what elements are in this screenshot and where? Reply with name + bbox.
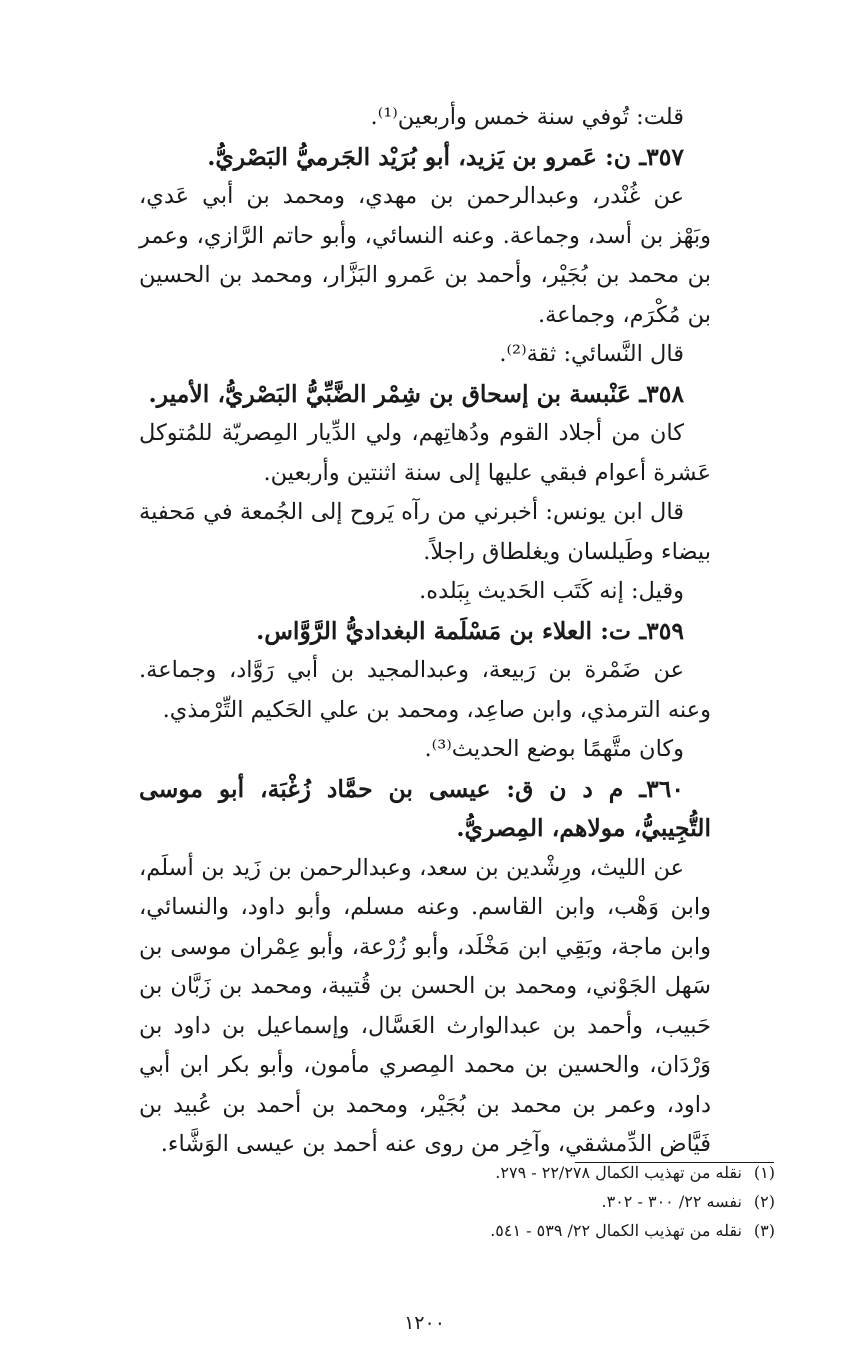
footnote-number: (٣) — [753, 1221, 775, 1240]
paragraph-358-bio: كان من أجلاد القوم ودُهاتِهم، ولي الدِّيار المِصريّة للمُتوكل عَشرة أعوام فبقي عليها إلى سنة اثنتين وأربعين. — [139, 420, 711, 486]
footnote-text: نفسه ٢٢/ ٣٠٠ - ٣٠٢. — [601, 1192, 742, 1211]
paragraph-note: قلت: تُوفي سنة خمس وأربعين⁽¹⁾. — [370, 104, 684, 130]
main-text — [139, 98, 711, 1165]
paragraph-359-narrators: عن ضَمْرة بن رَبيعة، وعبدالمجيد بن أبي رَوَّاد، وجماعة. وعنه الترمذي، وابن صاعِد، ومحمد بن علي الحَكيم التِّرْمذي. — [139, 657, 711, 723]
entry-heading-359: ٣٥٩ـ ت: العلاء بن مَسْلَمة البغداديُّ الرَّوَّاس. — [256, 616, 684, 645]
entry-heading-360: ٣٦٠ـ م د ن ق: عيسى بن حمَّاد زُغْبَة، أبو موسى التُّجِيبيُّ، مولاهم، المِصريُّ. — [139, 774, 711, 842]
footnote-3 — [135, 1216, 775, 1245]
paragraph-357-narrators: عن غُنْدر، وعبدالرحمن بن مهدي، ومحمد بن أبي عَدي، وبَهْز بن أسد، وجماعة. وعنه النسائي، وأبو حاتم الرَّازي، وعمر بن محمد بن بُجَيْر، وأحمد بن عَمرو البَزَّار، ومحمد بن الحسين بن مُكْرَم، وجماعة. — [139, 183, 711, 328]
page-number: ١٢٠٠ — [404, 1312, 445, 1334]
footnotes — [135, 1158, 775, 1245]
paragraph-359-grading: وكان متَّهمًا بوضع الحديث⁽³⁾. — [424, 736, 684, 762]
paragraph-358-report: قال ابن يونس: أخبرني من رآه يَروح إلى الجُمعة في مَحفية بيضاء وطَيلسان ويغلطاق راجلاً. — [139, 499, 711, 565]
paragraph-357-grading: قال النَّسائي: ثقة⁽²⁾. — [499, 341, 684, 367]
paragraph-358-note: وقيل: إنه كَتَب الحَديث بِبَلده. — [419, 578, 684, 604]
entry-heading-358: ٣٥٨ـ عَنْبسة بن إسحاق بن شِمْر الضَّبِّيُّ البَصْريُّ، الأمير. — [148, 379, 684, 408]
footnote-number: (١) — [753, 1163, 775, 1182]
paragraph-360-narrators: عن الليث، ورِشْدين بن سعد، وعبدالرحمن بن زَيد بن أسلَم، وابن وَهْب، وابن القاسم. وعنه مسلم، وأبو داود، والنسائي، وابن ماجة، وبَقِي ابن مَخْلَد، وأبو زُرْعة، وأبو عِمْران موسى بن سَهل الجَوْني، ومحمد بن الحسن بن قُتيبة، ومحمد بن زَبَّان بن حَبيب، وأحمد بن عبدالوارث العَسَّال، وإسماعيل بن داود بن وَرْدَان، والحسين بن محمد المِصري مأمون، وأبو بكر ابن أبي داود، وعمر بن محمد بن بُجَيْر، ومحمد بن أحمد بن عُبيد بن فَيَّاض الدِّمشقي، وآخِر من روى عنه أحمد بن عيسى الوَشَّاء. — [139, 854, 711, 1157]
entry-heading-357: ٣٥٧ـ ن: عَمرو بن يَزيد، أبو بُرَيْد الجَرميُّ البَصْريُّ. — [207, 142, 684, 171]
footnote-text: نقله من تهذيب الكمال ٢٢/ ٥٣٩ - ٥٤١. — [490, 1221, 742, 1240]
footnote-2 — [135, 1187, 775, 1216]
footnote-number: (٢) — [753, 1192, 775, 1211]
footnote-text: نقله من تهذيب الكمال ٢٢/٢٧٨ - ٢٧٩. — [495, 1163, 742, 1182]
footnote-1 — [135, 1158, 775, 1187]
